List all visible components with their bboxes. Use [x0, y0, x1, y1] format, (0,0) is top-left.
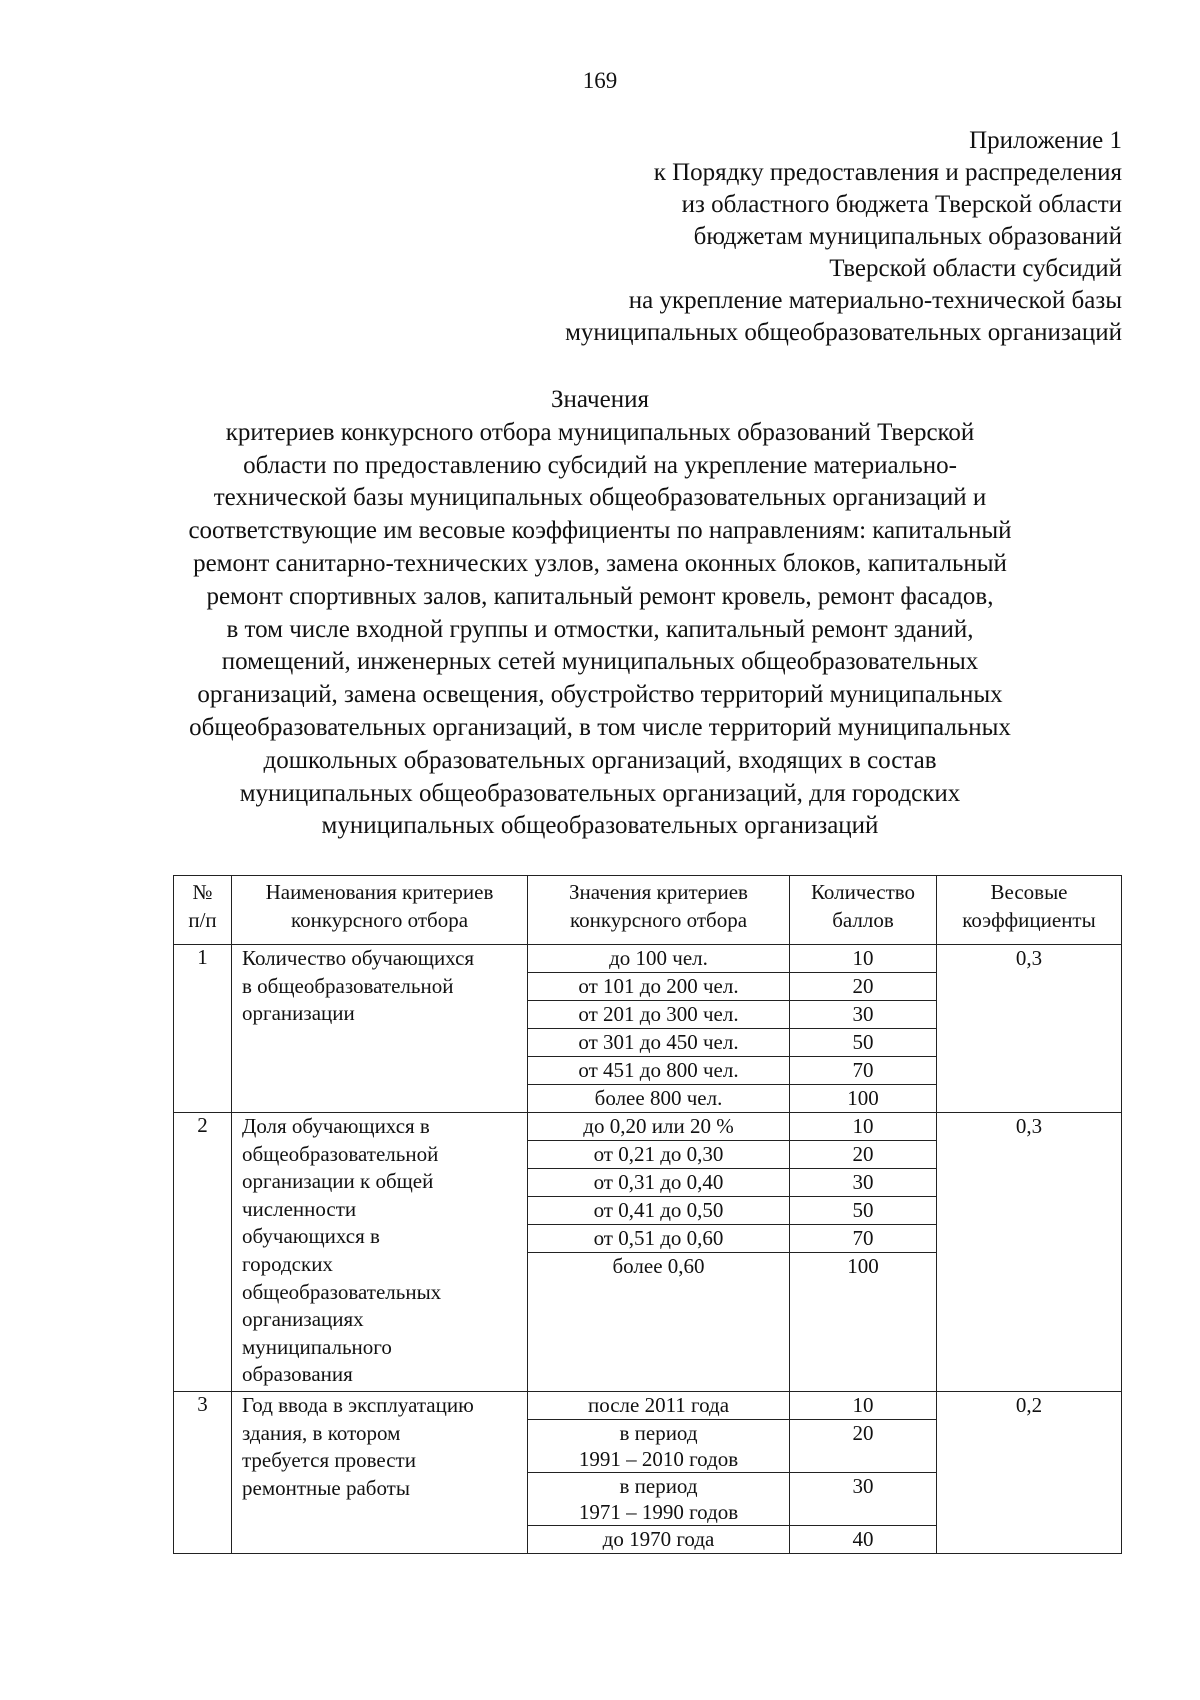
- title-line: области по предоставлению субсидий на укрепление материально-: [243, 451, 957, 479]
- criteria-table: [173, 875, 1122, 1554]
- criterion-value: от 301 до 450 чел.: [528, 1029, 790, 1057]
- header-no: № п/п: [174, 876, 232, 945]
- table-header-row: [174, 876, 1122, 945]
- criterion-value: от 0,51 до 0,60: [528, 1225, 790, 1253]
- appendix-line: Приложение 1: [969, 127, 1122, 154]
- criterion-points: 50: [790, 1029, 937, 1057]
- title-line: технической базы муниципальных общеобразовательных организаций и: [213, 484, 987, 512]
- criterion-points: 30: [790, 1001, 937, 1029]
- criterion-points: 100: [790, 1253, 937, 1392]
- row-number: 2: [174, 1113, 232, 1392]
- criterion-name: Количество обучающихся в общеобразовательной организации: [232, 945, 528, 1113]
- title-line: критериев конкурсного отбора муниципальных образований Тверской: [225, 418, 975, 446]
- header-weights: Весовые коэффициенты: [937, 876, 1122, 945]
- appendix-line: Тверской области субсидий: [829, 255, 1122, 282]
- criterion-points: 10: [790, 1113, 937, 1141]
- page-number: 169: [582, 68, 618, 93]
- criterion-points: 10: [790, 1392, 937, 1420]
- criterion-value: от 0,41 до 0,50: [528, 1197, 790, 1225]
- title-line: помещений, инженерных сетей муниципальных общеобразовательных: [221, 648, 979, 676]
- header-name: Наименования критериев конкурсного отбора: [232, 876, 528, 945]
- criterion-value: до 1970 года: [528, 1526, 790, 1554]
- row-number: 1: [174, 945, 232, 1113]
- criterion-value: от 201 до 300 чел.: [528, 1001, 790, 1029]
- criterion-value: от 451 до 800 чел.: [528, 1057, 790, 1085]
- title-line: в том числе входной группы и отмостки, капитальный ремонт зданий,: [226, 615, 974, 643]
- criterion-points: 20: [790, 1420, 937, 1473]
- criterion-points: 40: [790, 1526, 937, 1554]
- table-row: [174, 945, 1122, 973]
- appendix-line: бюджетам муниципальных образований: [693, 223, 1122, 250]
- criterion-points: 50: [790, 1197, 937, 1225]
- header-values: Значения критериев конкурсного отбора: [528, 876, 790, 945]
- criterion-points: 70: [790, 1225, 937, 1253]
- criterion-value: до 0,20 или 20 %: [528, 1113, 790, 1141]
- title-line: дошкольных образовательных организаций, входящих в состав: [263, 746, 937, 774]
- criterion-weight: 0,2: [937, 1392, 1122, 1554]
- criterion-value: от 101 до 200 чел.: [528, 973, 790, 1001]
- criterion-points: 20: [790, 973, 937, 1001]
- title-heading: Значения: [551, 386, 649, 413]
- appendix-line: к Порядку предоставления и распределения: [653, 159, 1122, 186]
- criterion-value: более 0,60: [528, 1253, 790, 1392]
- criterion-points: 30: [790, 1473, 937, 1526]
- criterion-value: от 0,31 до 0,40: [528, 1169, 790, 1197]
- title-line: муниципальных общеобразовательных организаций, для городских: [239, 779, 961, 807]
- criterion-value: более 800 чел.: [528, 1085, 790, 1113]
- criterion-points: 20: [790, 1141, 937, 1169]
- title-line: ремонт санитарно-технических узлов, замена оконных блоков, капитальный: [193, 549, 1007, 577]
- criterion-name: Год ввода в эксплуатацию здания, в котором требуется провести ремонтные работы: [232, 1392, 528, 1554]
- criterion-points: 100: [790, 1085, 937, 1113]
- title-line: общеобразовательных организаций, в том числе территорий муниципальных: [189, 713, 1011, 741]
- document-title: [0, 384, 1200, 843]
- criterion-value: в период 1991 – 2010 годов: [528, 1420, 790, 1473]
- criterion-weight: 0,3: [937, 1113, 1122, 1392]
- criterion-value: от 0,21 до 0,30: [528, 1141, 790, 1169]
- table-row: [174, 1113, 1122, 1141]
- appendix-block: [565, 125, 1122, 349]
- appendix-line: на укрепление материально-технической базы: [628, 287, 1122, 314]
- row-number: 3: [174, 1392, 232, 1554]
- title-line: организаций, замена освещения, обустройство территорий муниципальных: [197, 681, 1003, 709]
- criterion-weight: 0,3: [937, 945, 1122, 1113]
- title-line: муниципальных общеобразовательных организаций: [321, 812, 879, 840]
- criterion-value: после 2011 года: [528, 1392, 790, 1420]
- table-row: [174, 1392, 1122, 1420]
- criterion-value: до 100 чел.: [528, 945, 790, 973]
- header-points: Количество баллов: [790, 876, 937, 945]
- criterion-points: 70: [790, 1057, 937, 1085]
- appendix-line: муниципальных общеобразовательных организаций: [565, 319, 1122, 346]
- criterion-points: 30: [790, 1169, 937, 1197]
- appendix-line: из областного бюджета Тверской области: [681, 191, 1122, 218]
- criterion-points: 10: [790, 945, 937, 973]
- title-line: соответствующие им весовые коэффициенты по направлениям: капитальный: [188, 517, 1012, 545]
- title-line: ремонт спортивных залов, капитальный ремонт кровель, ремонт фасадов,: [206, 582, 994, 610]
- criterion-value: в период 1971 – 1990 годов: [528, 1473, 790, 1526]
- criterion-name: Доля обучающихся в общеобразовательной организации к общей численности обучающихся в городских общеобразовательных организациях муниципального образования: [232, 1113, 528, 1392]
